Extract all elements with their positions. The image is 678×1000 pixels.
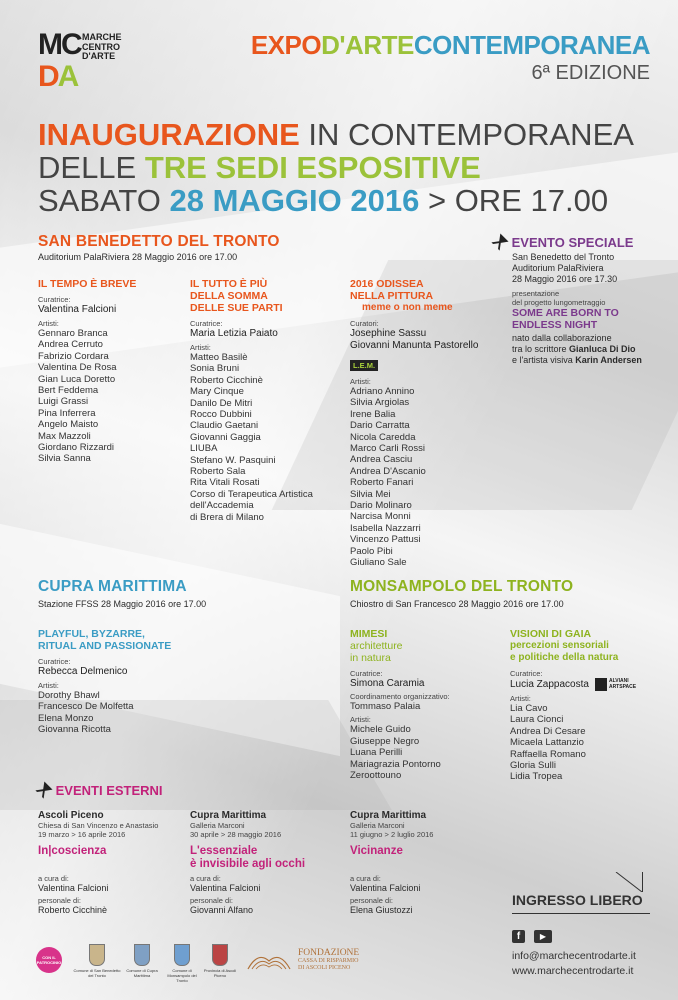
crest-icon <box>174 944 190 966</box>
sbt-title: SAN BENEDETTO DEL TRONTO <box>38 233 280 250</box>
special-event-icon: ⧕ <box>488 230 513 255</box>
sponsor-2: Comune di Cupra Marittima <box>122 944 162 978</box>
monsampolo-col2: VISIONI DI GAIA percezioni sensoriali e politiche della natura Curatrice: Lucia Zappacosta ALVIANI ARTSPACE Artisti: Lia Cavo Laura Cionci Andrea Di Cesare Micaela Lattanzio Raffaella Romano Gloria Sulli Lidia Tropea <box>510 628 637 783</box>
headline: INAUGURAZIONE IN CONTEMPORANEA DELLE TRE SEDI ESPOSITIVE SABATO 28 MAGGIO 2016 > ORE 17.00 <box>38 117 634 218</box>
email-link[interactable]: info@marchecentrodarte.it <box>512 950 636 962</box>
external-title: ⧕ EVENTI ESTERNI <box>32 778 163 803</box>
sponsor-1: Comune di San Benedetto del Tronto <box>72 944 122 978</box>
social-icons <box>512 930 556 943</box>
sbt-col3: 2016 ODISSEA NELLA PITTURA meme o non meme Curatori: Josephine Sassu Giovanni Manunta Pastorello L.E.M. Artisti: Adriano Annino Silvia Argiolas Irene Balia Dario Carratta Nicola Caredda Marco Carli Rossi Andrea Casciu Andrea D'Ascanio Roberto Fanari Silvia Mei Dario Molinaro Narcisa Monni Isabella Nazzarri Vincenzo Pattusi Paolo Pibi Giuliano Sale <box>350 278 479 569</box>
alviani-logo: ALVIANI ARTSPACE <box>595 678 636 691</box>
foundation-emblem-icon <box>246 949 292 971</box>
expo-title: EXPOD'ARTECONTEMPORANEA <box>250 30 650 60</box>
free-entry-corner <box>512 872 643 892</box>
sbt-col2: IL TUTTO È PIÙ DELLA SOMMA DELLE SUE PARTI Curatrice: Maria Letizia Paiato Artisti: Matteo Basilè Sonia Bruni Roberto Cicchinè Mary Cinque Danilo De Mitri Rocco Dubbini Claudio Gaetani Giovanni Gaggia LIUBA Stefano W. Pasquini Roberto Sala Rita Vitali Rosati Corso di Terapeutica Artistica dell'Accademia di Brera di Milano <box>190 278 313 523</box>
external-event-1: Ascoli Piceno Chiesa di San Vincenzo e Anastasio 19 marzo > 16 aprile 2016 In|coscienza a cura di: Valentina Falcioni personale di: Roberto Cicchinè <box>38 810 159 915</box>
web-link[interactable]: www.marchecentrodarte.it <box>512 965 634 977</box>
external-event-2: Cupra Marittima Galleria Marconi 30 aprile > 28 maggio 2016 L'essenziale è invisibile agli occhi a cura di: Valentina Falcioni personale di: Giovanni Alfano <box>190 810 306 915</box>
cupra-venue: Stazione FFSS 28 Maggio 2016 ore 17.00 <box>38 599 207 609</box>
youtube-icon[interactable]: ▶ <box>534 930 552 943</box>
monsampolo-col1: MIMESI architetture in natura Curatrice: Simona Caramia Coordinamento organizzativo: Tommaso Palaia Artisti: Michele Guido Giuseppe Negro Luana Perilli Mariagrazia Pontorno Zeroottouno <box>350 628 450 782</box>
logo-text: MARCHE CENTRO D'ARTE <box>82 32 122 61</box>
special-event: ⧕ EVENTO SPECIALE San Benedetto del Tronto Auditorium PalaRiviera 28 Maggio 2016 ore 17.30 presentazione del progetto lungometraggio SOME ARE BORN TO ENDLESS NIGHT nato dalla collaborazione tra lo scrittore Gianluca Di Dio e l'artista visiva Karin Andersen <box>488 230 642 365</box>
cupra-show: PLAYFUL, BYZARRE, RITUAL AND PASSIONATE Curatrice: Rebecca Delmenico Artisti: Dorothy Bhawl Francesco De Molfetta Elena Monzo Giovanna Ricotta <box>38 628 172 736</box>
monsampolo-venue: Chiostro di San Francesco 28 Maggio 2016 ore 17.00 <box>350 599 564 609</box>
external-event-3: Cupra Marittima Galleria Marconi 11 giugno > 2 luglio 2016 Vicinanze a cura di: Valentina Falcioni personale di: Elena Giustozzi <box>350 810 434 915</box>
crest-icon <box>89 944 105 966</box>
crest-icon <box>134 944 150 966</box>
cupra-title: CUPRA MARITTIMA <box>38 578 187 595</box>
sponsor-3: Comune di Monsampolo del Tronto <box>162 944 202 983</box>
lem-badge: L.E.M. <box>350 360 378 371</box>
sponsor-4: Provincia di Ascoli Piceno <box>202 944 238 978</box>
logo-mark: MC <box>38 28 81 61</box>
foundation-logo: FONDAZIONE CASSA DI RISPARMIO DI ASCOLI PICENO <box>246 948 359 972</box>
monsampolo-title: MONSAMPOLO DEL TRONTO <box>350 578 574 595</box>
edition: 6ª EDIZIONE <box>531 62 650 84</box>
logo <box>38 30 148 100</box>
patronage-circle: CON IL PATROCINIO <box>36 947 62 973</box>
crest-icon <box>212 944 228 966</box>
logo-mark-bottom: DA <box>38 60 78 93</box>
sbt-col1: IL TEMPO È BREVE Curatrice: Valentina Falcioni Artisti: Gennaro Branca Andrea Cerruto Fabrizio Cordara Valentina De Rosa Gian Luca Doretto Bert Feddema Luigi Grassi Pina Inferrera Angelo Maisto Max Mazzoli Giordano Rizzardi Silvia Sanna <box>38 278 137 465</box>
free-entry-rule <box>512 913 650 914</box>
free-entry: INGRESSO LIBERO <box>512 892 643 908</box>
external-events-icon: ⧕ <box>32 778 57 803</box>
sbt-venue: Auditorium PalaRiviera 28 Maggio 2016 ore 17.00 <box>38 252 238 262</box>
facebook-icon[interactable]: f <box>512 930 525 943</box>
